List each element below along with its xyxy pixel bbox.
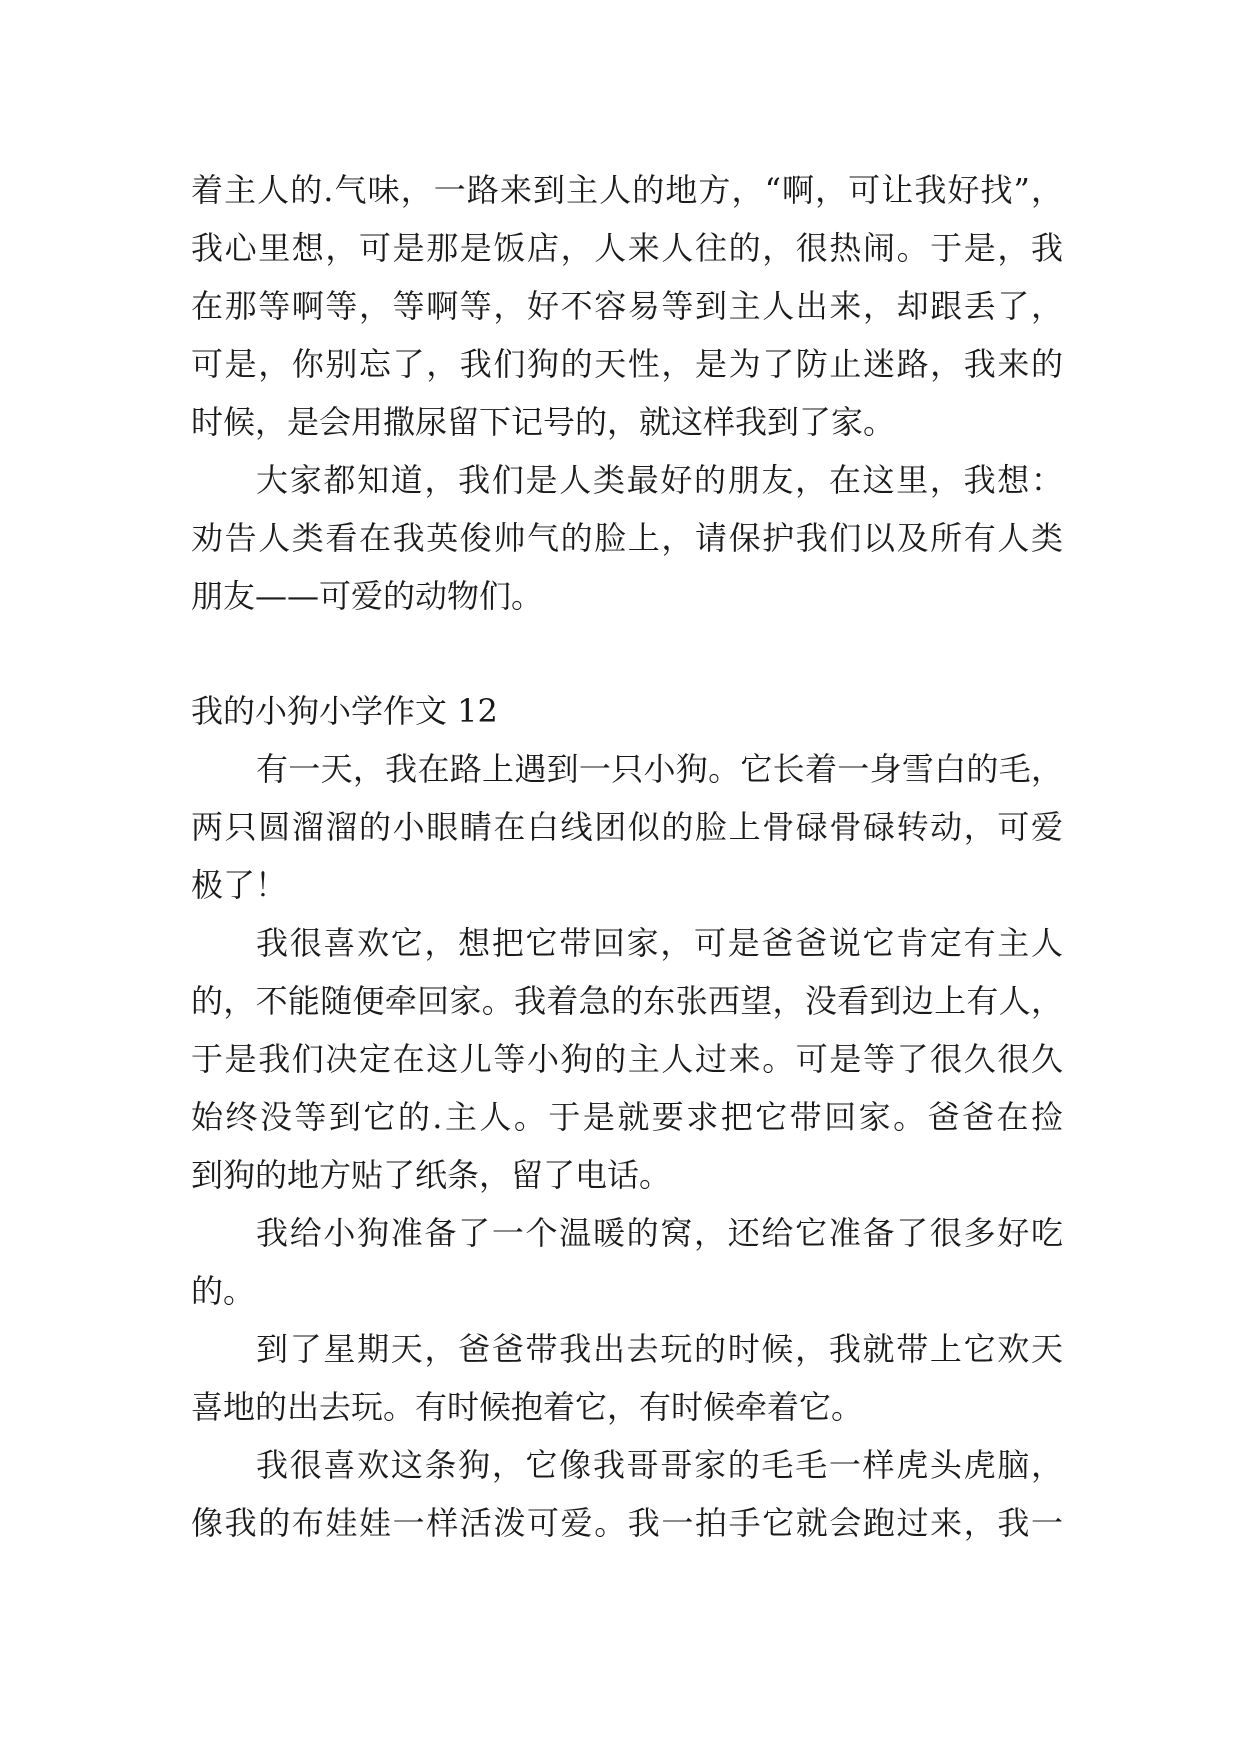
text-line: 像我的布娃娃一样活泼可爱。我一拍手它就会跑过来，我一	[191, 1504, 1063, 1542]
text-line: 可是，你别忘了，我们狗的天性，是为了防止迷路，我来的	[191, 345, 1063, 383]
text-line: 到狗的地方贴了纸条，留了电话。	[191, 1156, 672, 1194]
text-line: 于是我们决定在这儿等小狗的主人过来。可是等了很久很久	[191, 1040, 1063, 1078]
text-line: 劝告人类看在我英俊帅气的脸上，请保护我们以及所有人类	[191, 519, 1063, 557]
text-line: 在那等啊等，等啊等，好不容易等到主人出来，却跟丢了，	[191, 287, 1063, 325]
text-line: 两只圆溜溜的小眼睛在白线团似的脸上骨碌骨碌转动，可爱	[191, 808, 1063, 846]
text-line: 始终没等到它的.主人。于是就要求把它带回家。爸爸在捡	[191, 1098, 1063, 1136]
section-title: 我的小狗小学作文 12	[191, 692, 498, 730]
text-line: 朋友——可爱的动物们。	[191, 577, 544, 615]
paragraph-first-line: 我很喜欢它，想把它带回家，可是爸爸说它肯定有主人	[256, 924, 1063, 962]
paragraph-first-line: 我很喜欢这条狗，它像我哥哥家的毛毛一样虎头虎脑，	[256, 1446, 1063, 1484]
text-line: 喜地的出去玩。有时候抱着它，有时候牵着它。	[191, 1388, 864, 1426]
text-line: 的。	[191, 1272, 256, 1310]
text-line: 时候，是会用撒尿留下记号的，就这样我到了家。	[191, 403, 896, 441]
text-line: 的，不能随便牵回家。我着急的东张西望，没看到边上有人，	[191, 982, 1063, 1020]
paragraph-first-line: 大家都知道，我们是人类最好的朋友，在这里，我想：	[256, 461, 1063, 499]
paragraph-first-line: 到了星期天，爸爸带我出去玩的时候，我就带上它欢天	[256, 1330, 1063, 1368]
text-line: 我心里想，可是那是饭店，人来人往的，很热闹。于是，我	[191, 229, 1063, 267]
paragraph-first-line: 有一天，我在路上遇到一只小狗。它长着一身雪白的毛，	[256, 750, 1063, 788]
text-line: 着主人的.气味，一路来到主人的地方，“啊，可让我好找”，	[191, 171, 1063, 209]
paragraph-first-line: 我给小狗准备了一个温暖的窝，还给它准备了很多好吃	[256, 1214, 1063, 1252]
text-line: 极了！	[191, 866, 288, 904]
